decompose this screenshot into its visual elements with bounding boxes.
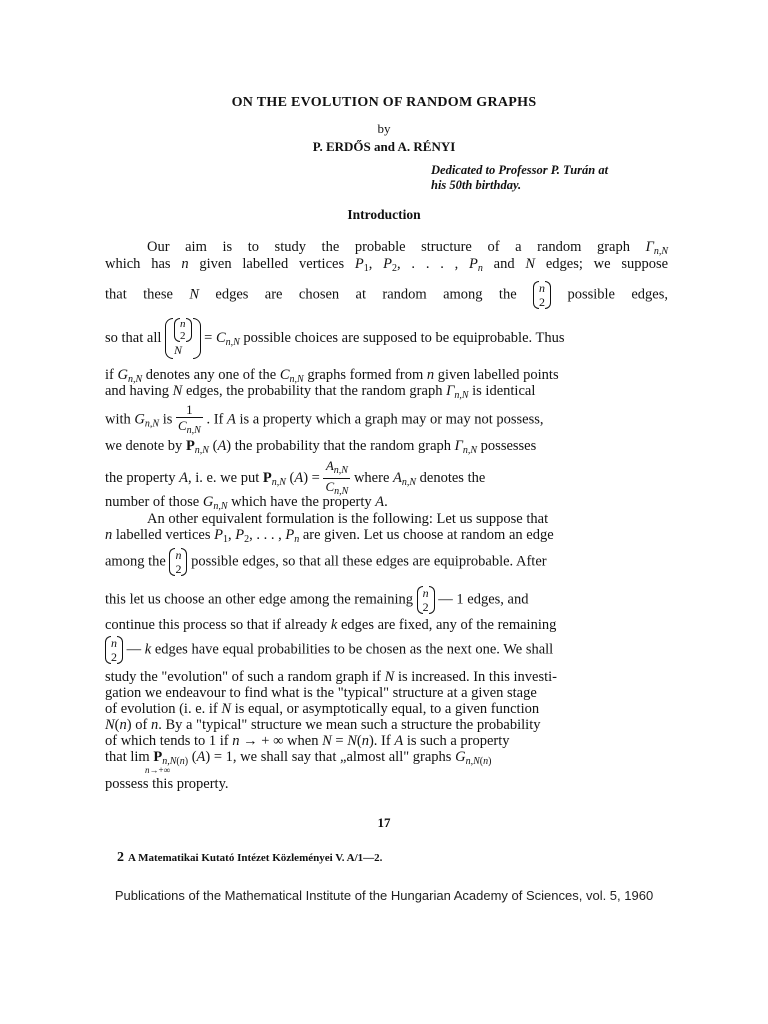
dedication [431,163,671,193]
p2-line-2: n labelled vertices $P_1$, $P_2$, . . . , $P_n$ are given. Let us choose at random an edge [105,527,554,545]
p2-line-5: continue this process so that if already k edges are fixed, any of the remaining [105,617,557,633]
p1-line-1: Our aim is to study the probable structure of a random graph $\Gamma_{n,N}$ [147,239,668,257]
binom-n-2-c: n 2 [417,586,435,614]
p1-line-3: that these N edges are chosen at random among the n 2 possible edges, [105,281,668,309]
p1-line-4: so that all n 2 $N = C_{n,N}$ possible choices are supposed to be equiprobable. Thus [105,318,565,357]
p2-line-10: N(n) of n. By a "typical" structure we mean such a structure the probability [105,717,541,733]
footnote [117,850,382,866]
p1-line-9: the property A, i. e. we put $P_{n,N}$ (A) = $\frac{A_{n,N}}{C_{n,N}}$ where $A_{n,N}$ denotes the [105,458,486,497]
p2-line-6: n 2 — k edges have equal probabilities to be chosen as the next one. We shall [105,636,668,664]
p2-line-3: among the n 2 possible edges, so that all these edges are equiprobable. After [105,548,547,576]
limit-subscript: n→+∞ [145,765,170,775]
authors: P. ERDŐS and A. RÉNYI [312,139,456,154]
p1-line-10: number of those $G_{n,N}$ which have the property A. [105,494,388,512]
p1-line-8: we denote by $P_{n,N}$ (A) the probability that the random graph $\Gamma_{n,N}$ possesses [105,438,537,456]
p1-line-7: with $G_{n,N}$ is $\frac{1}{C_{n,N}}$ . If A is a property which a graph may or may not possess, [105,402,544,436]
p2-line-4: this let us choose an other edge among the remaining n 2 — 1 edges, and [105,586,529,614]
p1-line-2: which has n given labelled vertices $P_1$, $P_2$, . . . , $P_n$ and N edges; we suppose [105,256,669,274]
publication-caption: Publications of the Mathematical Institute of the Hungarian Academy of Sciences, vol. 5, 1960 [114,888,654,903]
frac-A-over-C: $\frac{A_{n,N}}{C_{n,N}}$ [325,458,349,497]
dedication-line-1: Dedicated to Professor P. Turán at [431,163,609,177]
footnote-mark: 2 [117,850,124,865]
binom-big: n 2 N [165,318,201,359]
p2-line-8: gation we endeavour to find what is the "typical" structure at a given stage [105,685,537,701]
binom-n-2-b: n 2 [169,548,187,576]
frac-1-over-C: $\frac{1}{C_{n,N}}$ [177,402,201,436]
p2-line-12: that $\lim P_{n,N(n)}$ (A) = 1, we shall say that „almost all" graphs $G_{n,N(n)}$ [105,749,492,767]
p2-line-1: An other equivalent formulation is the following: Let us suppose that [147,511,549,527]
paper-title: ON THE EVOLUTION OF RANDOM GRAPHS [231,95,537,110]
p1-line-6: and having N edges, the probability that the random graph $\Gamma_{n,N}$ is identical [105,383,536,401]
p2-line-13: possess this property. [105,776,229,792]
p1-line-5: if $G_{n,N}$ denotes any one of the $C_{n,N}$ graphs formed from n given labelled points [105,367,559,385]
dedication-line-2: his 50th birthday. [431,178,522,192]
p2-line-7: study the "evolution" of such a random graph if N is increased. In this investi- [105,669,557,685]
footnote-text: A Matematikai Kutató Intézet Közleményei V. A/1—2. [128,852,383,864]
p2-line-9: of evolution (i. e. if N is equal, or asymptotically equal, to a given function [105,701,540,717]
binom-n-2-d: n 2 [105,636,123,664]
page-number: 17 [377,815,391,830]
byline-by: by [377,121,391,136]
binom-n-2: n 2 [533,281,551,309]
section-heading: Introduction [347,207,421,222]
p2-line-11: of which tends to 1 if n → + ∞ when N = N(n). If A is such a property [105,733,510,749]
